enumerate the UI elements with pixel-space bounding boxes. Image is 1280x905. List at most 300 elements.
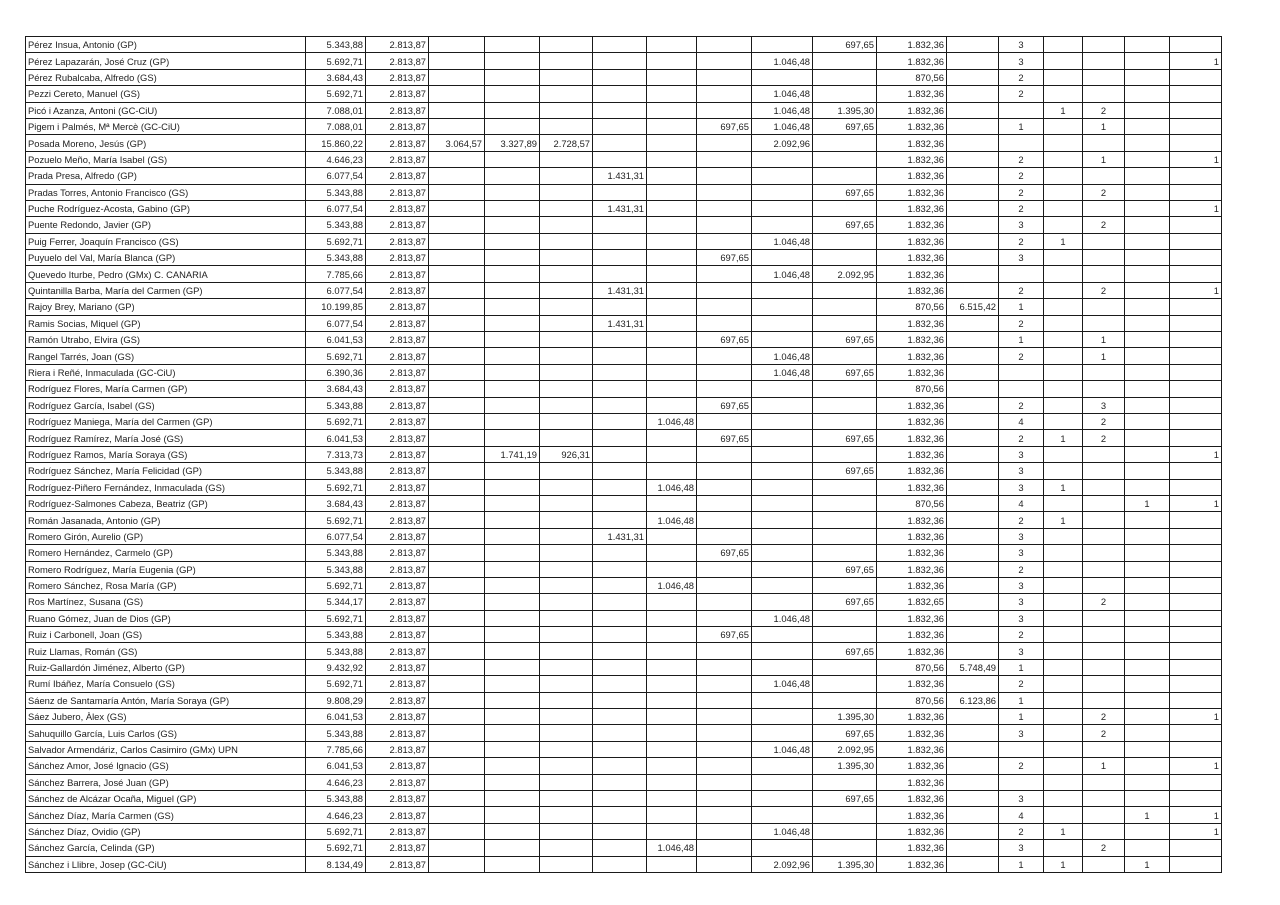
cell-total: 5.343,88 [306,627,366,643]
cell-base: 2.813,87 [366,86,429,102]
cell-c8: 697,65 [697,332,752,348]
cell-c11: 1.832,36 [877,102,947,118]
cell-c5 [540,741,593,757]
cell-c6 [593,643,647,659]
cell-c12 [947,397,999,413]
cell-n2 [1044,446,1083,462]
cell-c11: 1.832,36 [877,37,947,53]
cell-c11: 1.832,36 [877,709,947,725]
cell-c11: 1.832,36 [877,217,947,233]
cell-base: 2.813,87 [366,561,429,577]
cell-total: 5.692,71 [306,413,366,429]
table-row [26,463,1222,479]
cell-c6 [593,709,647,725]
cell-n2 [1044,184,1083,200]
cell-c11: 1.832,36 [877,233,947,249]
cell-n3: 3 [1083,397,1125,413]
cell-c4 [485,495,540,511]
cell-c11: 870,56 [877,69,947,85]
cell-c3 [429,266,485,282]
cell-c8 [697,659,752,675]
cell-c10 [813,151,877,167]
table-row [26,856,1222,872]
cell-base: 2.813,87 [366,627,429,643]
cell-c9 [752,643,813,659]
cell-c5 [540,381,593,397]
cell-c4 [485,577,540,593]
cell-n2: 1 [1044,479,1083,495]
cell-base: 2.813,87 [366,709,429,725]
cell-n3: 2 [1083,725,1125,741]
cell-n4 [1125,463,1170,479]
cell-name: Ramis Socias, Miquel (GP) [26,315,306,331]
cell-c9 [752,790,813,806]
cell-c5 [540,692,593,708]
cell-c8: 697,65 [697,397,752,413]
cell-c9 [752,151,813,167]
cell-c3 [429,348,485,364]
cell-c8 [697,594,752,610]
cell-c4 [485,840,540,856]
cell-c7 [647,397,697,413]
cell-c11: 1.832,36 [877,250,947,266]
cell-c12 [947,37,999,53]
cell-c10: 697,65 [813,594,877,610]
cell-c7 [647,528,697,544]
cell-n1 [999,774,1044,790]
cell-total: 7.785,66 [306,266,366,282]
cell-c9 [752,250,813,266]
table-row [26,151,1222,167]
cell-n3 [1083,53,1125,69]
cell-c3 [429,840,485,856]
cell-c9: 2.092,96 [752,135,813,151]
cell-base: 2.813,87 [366,151,429,167]
cell-n4 [1125,643,1170,659]
cell-c4 [485,168,540,184]
cell-c3 [429,151,485,167]
cell-c7 [647,135,697,151]
cell-c3 [429,561,485,577]
cell-c8 [697,528,752,544]
cell-n1: 2 [999,627,1044,643]
cell-n1: 1 [999,118,1044,134]
cell-base: 2.813,87 [366,168,429,184]
cell-c6 [593,37,647,53]
cell-c7 [647,561,697,577]
cell-c3 [429,528,485,544]
cell-c8 [697,200,752,216]
cell-c10: 697,65 [813,463,877,479]
cell-c5 [540,561,593,577]
cell-c8 [697,381,752,397]
cell-n5 [1170,168,1222,184]
cell-n5 [1170,266,1222,282]
cell-n2 [1044,266,1083,282]
cell-n4 [1125,168,1170,184]
cell-c8 [697,233,752,249]
cell-base: 2.813,87 [366,348,429,364]
cell-c8 [697,479,752,495]
cell-c8 [697,856,752,872]
cell-c4 [485,413,540,429]
cell-c4 [485,184,540,200]
cell-n4 [1125,561,1170,577]
cell-n1: 1 [999,856,1044,872]
cell-total: 4.646,23 [306,774,366,790]
cell-c4 [485,217,540,233]
cell-c9 [752,758,813,774]
cell-n2: 1 [1044,512,1083,528]
cell-base: 2.813,87 [366,463,429,479]
cell-c9 [752,200,813,216]
cell-name: Puente Redondo, Javier (GP) [26,217,306,233]
cell-n5 [1170,627,1222,643]
cell-c5 [540,676,593,692]
cell-c9: 1.046,48 [752,610,813,626]
cell-c7 [647,725,697,741]
cell-c12 [947,758,999,774]
cell-c3 [429,37,485,53]
cell-c4 [485,53,540,69]
cell-n2 [1044,135,1083,151]
cell-c9 [752,397,813,413]
cell-c11: 1.832,36 [877,790,947,806]
cell-c3 [429,184,485,200]
table-row [26,741,1222,757]
cell-c8 [697,315,752,331]
cell-c11: 1.832,36 [877,856,947,872]
cell-c12 [947,282,999,298]
cell-n3 [1083,643,1125,659]
cell-n1: 2 [999,348,1044,364]
cell-c8 [697,790,752,806]
cell-c8: 697,65 [697,545,752,561]
cell-n1 [999,364,1044,380]
cell-c6 [593,348,647,364]
cell-c3 [429,758,485,774]
cell-c5 [540,610,593,626]
cell-base: 2.813,87 [366,856,429,872]
cell-c12 [947,118,999,134]
cell-c10: 697,65 [813,364,877,380]
cell-c9 [752,807,813,823]
cell-c3 [429,446,485,462]
cell-c11: 1.832,36 [877,758,947,774]
cell-c11: 1.832,36 [877,348,947,364]
cell-c12 [947,643,999,659]
cell-base: 2.813,87 [366,315,429,331]
cell-n3 [1083,69,1125,85]
cell-c8 [697,135,752,151]
cell-c4 [485,561,540,577]
cell-n5 [1170,332,1222,348]
table-row [26,692,1222,708]
cell-c12 [947,348,999,364]
cell-c7 [647,86,697,102]
cell-n4 [1125,184,1170,200]
cell-c9 [752,692,813,708]
cell-c3 [429,692,485,708]
table-row [26,250,1222,266]
cell-n4 [1125,53,1170,69]
cell-c4 [485,774,540,790]
cell-c12 [947,512,999,528]
cell-n5 [1170,463,1222,479]
cell-n1 [999,266,1044,282]
cell-n1: 2 [999,86,1044,102]
cell-n3 [1083,545,1125,561]
cell-name: Quevedo Iturbe, Pedro (GMx) C. CANARIA [26,266,306,282]
cell-c11: 1.832,36 [877,151,947,167]
cell-n4 [1125,250,1170,266]
cell-c12 [947,430,999,446]
cell-c4 [485,807,540,823]
cell-c3 [429,627,485,643]
cell-c9: 1.046,48 [752,102,813,118]
cell-c9 [752,413,813,429]
cell-c5 [540,430,593,446]
cell-name: Pérez Insua, Antonio (GP) [26,37,306,53]
cell-n4 [1125,37,1170,53]
cell-n2 [1044,659,1083,675]
cell-c7 [647,315,697,331]
cell-n5 [1170,479,1222,495]
cell-c9 [752,659,813,675]
cell-c10 [813,315,877,331]
cell-c4 [485,364,540,380]
cell-c4 [485,233,540,249]
table-body [26,37,1222,873]
cell-n3 [1083,315,1125,331]
cell-total: 5.692,71 [306,610,366,626]
cell-total: 6.077,54 [306,282,366,298]
cell-c3 [429,856,485,872]
cell-total: 6.041,53 [306,758,366,774]
table-row [26,823,1222,839]
cell-base: 2.813,87 [366,217,429,233]
cell-c4 [485,594,540,610]
cell-n3 [1083,659,1125,675]
cell-n4 [1125,364,1170,380]
cell-n1: 3 [999,840,1044,856]
cell-c5 [540,545,593,561]
cell-n4 [1125,545,1170,561]
cell-c8 [697,364,752,380]
cell-c11: 1.832,36 [877,561,947,577]
cell-n2 [1044,53,1083,69]
cell-name: Posada Moreno, Jesús (GP) [26,135,306,151]
cell-n5 [1170,430,1222,446]
cell-c5 [540,463,593,479]
cell-n2 [1044,692,1083,708]
cell-c9 [752,545,813,561]
cell-c3 [429,413,485,429]
cell-name: Romero Girón, Aurelio (GP) [26,528,306,544]
cell-c11: 1.832,36 [877,118,947,134]
table-row [26,102,1222,118]
cell-c7 [647,676,697,692]
cell-c8: 697,65 [697,250,752,266]
cell-n5 [1170,840,1222,856]
cell-n3 [1083,577,1125,593]
cell-n5 [1170,250,1222,266]
table-row [26,184,1222,200]
cell-c8 [697,692,752,708]
cell-c12 [947,250,999,266]
cell-c8 [697,577,752,593]
cell-c6 [593,86,647,102]
cell-c9 [752,463,813,479]
cell-n5: 1 [1170,758,1222,774]
cell-c10 [813,53,877,69]
table-row [26,676,1222,692]
cell-total: 5.343,88 [306,184,366,200]
cell-c5 [540,594,593,610]
cell-n2 [1044,397,1083,413]
cell-c12 [947,577,999,593]
cell-c8 [697,151,752,167]
cell-total: 6.077,54 [306,315,366,331]
cell-c11: 1.832,36 [877,774,947,790]
cell-base: 2.813,87 [366,643,429,659]
cell-n2 [1044,495,1083,511]
cell-c5 [540,528,593,544]
cell-name: Puyuelo del Val, María Blanca (GP) [26,250,306,266]
cell-n5 [1170,86,1222,102]
cell-n1: 2 [999,69,1044,85]
cell-c4 [485,856,540,872]
cell-n4: 1 [1125,495,1170,511]
cell-n5 [1170,348,1222,364]
cell-base: 2.813,87 [366,250,429,266]
cell-c7 [647,332,697,348]
cell-c10: 697,65 [813,790,877,806]
cell-c10: 697,65 [813,643,877,659]
cell-n2 [1044,315,1083,331]
cell-base: 2.813,87 [366,545,429,561]
cell-n2 [1044,348,1083,364]
cell-c4 [485,282,540,298]
cell-n3: 1 [1083,758,1125,774]
cell-c11: 870,56 [877,299,947,315]
cell-c3 [429,545,485,561]
cell-n3: 1 [1083,118,1125,134]
cell-c5 [540,856,593,872]
cell-c7 [647,37,697,53]
cell-c6 [593,446,647,462]
cell-c9 [752,37,813,53]
cell-c6 [593,299,647,315]
cell-c9 [752,840,813,856]
cell-n1: 2 [999,282,1044,298]
cell-c11: 1.832,36 [877,512,947,528]
table-row [26,758,1222,774]
cell-c6 [593,774,647,790]
cell-c5 [540,709,593,725]
cell-c4 [485,545,540,561]
cell-c9: 1.046,48 [752,676,813,692]
cell-c11: 1.832,36 [877,741,947,757]
cell-n4 [1125,118,1170,134]
cell-c9: 1.046,48 [752,741,813,757]
cell-n2 [1044,627,1083,643]
cell-c4 [485,627,540,643]
cell-c12 [947,790,999,806]
cell-n3 [1083,528,1125,544]
cell-base: 2.813,87 [366,774,429,790]
cell-n1: 2 [999,758,1044,774]
cell-c8 [697,561,752,577]
cell-n1: 2 [999,676,1044,692]
cell-name: Pigem i Palmés, Mª Mercè (GC-CiU) [26,118,306,134]
cell-c9: 1.046,48 [752,86,813,102]
cell-c6 [593,332,647,348]
cell-c4 [485,790,540,806]
cell-total: 3.684,43 [306,495,366,511]
senators-allowances-table [25,36,1222,873]
cell-c12 [947,561,999,577]
cell-c11: 1.832,36 [877,200,947,216]
table-row [26,807,1222,823]
cell-n5 [1170,217,1222,233]
table-row [26,725,1222,741]
cell-n2 [1044,610,1083,626]
cell-c4 [485,299,540,315]
cell-c3 [429,430,485,446]
cell-n3 [1083,168,1125,184]
cell-c12 [947,594,999,610]
cell-c4 [485,397,540,413]
cell-total: 7.313,73 [306,446,366,462]
cell-n5 [1170,381,1222,397]
cell-base: 2.813,87 [366,118,429,134]
cell-c5 [540,840,593,856]
cell-c8 [697,53,752,69]
cell-c7 [647,790,697,806]
cell-total: 7.088,01 [306,118,366,134]
cell-c10 [813,692,877,708]
cell-n4 [1125,282,1170,298]
cell-n5 [1170,69,1222,85]
cell-c4 [485,381,540,397]
cell-name: Picó i Azanza, Antoni (GC-CiU) [26,102,306,118]
cell-c7 [647,495,697,511]
cell-n4 [1125,741,1170,757]
cell-c7 [647,643,697,659]
cell-base: 2.813,87 [366,430,429,446]
table-row [26,561,1222,577]
cell-name: Sánchez Barrera, José Juan (GP) [26,774,306,790]
table-row [26,168,1222,184]
cell-name: Sáenz de Santamaría Antón, María Soraya (GP) [26,692,306,708]
cell-n2 [1044,250,1083,266]
cell-n2 [1044,807,1083,823]
cell-total: 5.343,88 [306,643,366,659]
cell-c3 [429,118,485,134]
cell-c7 [647,774,697,790]
cell-c10 [813,381,877,397]
cell-c5 [540,102,593,118]
cell-c10: 697,65 [813,37,877,53]
cell-c11: 870,56 [877,692,947,708]
cell-name: Sánchez de Alcázar Ocaña, Miguel (GP) [26,790,306,806]
cell-c4 [485,250,540,266]
cell-c3 [429,102,485,118]
cell-n2 [1044,37,1083,53]
cell-c3 [429,725,485,741]
cell-c10: 697,65 [813,561,877,577]
